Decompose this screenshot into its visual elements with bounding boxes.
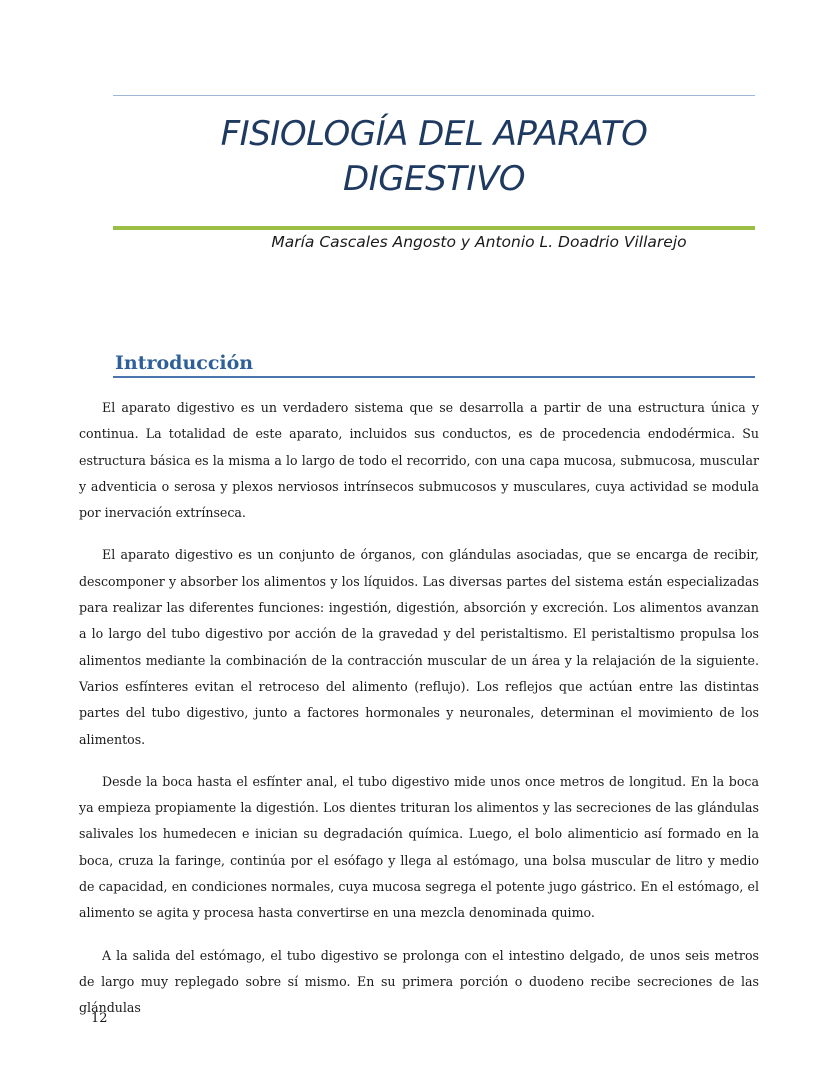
title-underline	[113, 226, 755, 230]
paragraph: El aparato digestivo es un verdadero sistema que se desarrolla a partir de una estructura única y continua. La totalidad de este aparato, incluidos sus conductos, es de procedencia endodérmica. Su estructura básica es la misma a lo largo de todo el recorrido, con una capa mucosa, submucosa, muscular y adventicia o serosa y plexos nerviosos intrínsecos submucosos y musculares, cuya actividad se modula por inervación extrínseca.	[79, 400, 759, 521]
paragraph: A la salida del estómago, el tubo digestivo se prolonga con el intestino delgado, de unos seis metros de largo muy replegado sobre sí mismo. En su primera porción o duodeno recibe secreciones de las glándulas	[79, 947, 759, 1016]
document-title	[113, 112, 755, 202]
title-line-1: FISIOLOGÍA DEL APARATO	[220, 114, 648, 154]
paragraph: Desde la boca hasta el esfínter anal, el tubo digestivo mide unos once metros de longitud. En la boca ya empieza propiamente la digestión. Los dientes trituran los alimentos y las secreciones de las glándulas salivales los humedecen e inician su degradación química. Luego, el bolo alimenticio así formado en la boca, cruza la faringe, continúa por el esófago y llega al estómago, una bolsa muscular de litro y medio de capacidad, en condiciones normales, cuya mucosa segrega el potente jugo gástrico. En el estómago, el alimento se agita y procesa hasta convertirse en una mezcla denominada quimo.	[79, 773, 759, 921]
section-underline	[113, 376, 755, 378]
section-heading: Introducción	[115, 352, 254, 374]
authors: María Cascales Angosto y Antonio L. Doadrio Villarejo	[271, 233, 687, 251]
page-number: 12	[91, 1011, 108, 1026]
title-line-2: DIGESTIVO	[343, 159, 525, 199]
top-divider	[113, 95, 755, 96]
body-text	[79, 395, 759, 1038]
paragraph: El aparato digestivo es un conjunto de órganos, con glándulas asociadas, que se encarga de recibir, descomponer y absorber los alimentos y los líquidos. Las diversas partes del sistema están especializadas para realizar las diferentes funciones: ingestión, digestión, absorción y excreción. Los alimentos avanzan a lo largo del tubo digestivo por acción de la gravedad y del peristaltismo. El peristaltismo propulsa los alimentos mediante la combinación de la contracción muscular de un área y la relajación de la siguiente. Varios esfínteres evitan el retroceso del alimento (reflujo). Los reflejos que actúan entre las distintas partes del tubo digestivo, junto a factores hormonales y neuronales, determinan el movimiento de los alimentos.	[79, 547, 759, 747]
